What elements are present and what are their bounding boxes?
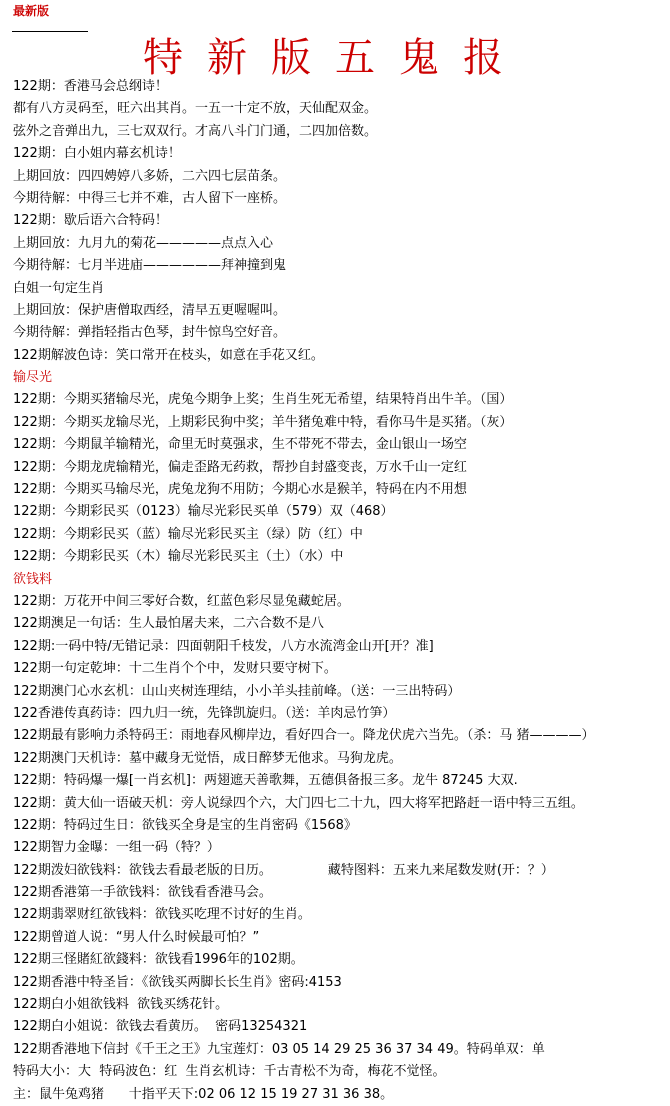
text-line: 今期待解：中得三七并不难，古人留下一座桥。 bbox=[13, 190, 287, 206]
text-line: 弦外之音弹出九，三七双双行。才高八斗门门通，二四加倍数。 bbox=[13, 123, 378, 139]
text-line: 122期：今期龙虎输精光，偏走歪路无药救，帮抄自封盛变丧，万水千山一定红 bbox=[13, 459, 467, 475]
text-line: 122期：香港马会总纲诗！ bbox=[13, 79, 168, 94]
text-line: 特码大小：大 特码波色：红 生肖玄机诗：千古青松不为奇，梅花不觉怪。 bbox=[13, 1064, 446, 1080]
text-line: 122期翡翠财红欲钱料：欲钱买吃理不讨好的生肖。 bbox=[13, 907, 311, 923]
text-line: 122期：今期买猪输尽光，虎兔今期争上奖；生肖生死无希望，结果特肖出牛羊。（国） bbox=[13, 392, 513, 408]
text-line: 122期：今期彩民买（木）输尽光彩民买主（土）（水）中 bbox=[13, 549, 344, 565]
text-line: 白姐一句定生肖 bbox=[13, 280, 105, 296]
text-line: 122期：今期买龙输尽光，上期彩民狗中奖；羊牛猪兔难中特，看你马牛是买猪。（灰） bbox=[13, 414, 513, 430]
text-line: 122期香港中特圣旨：《欲钱买两脚长长生肖》密码:4153 bbox=[13, 974, 342, 990]
text-line: 122期：黄大仙一语破天机：旁人说绿四个六，大门四七二十九，四大将军把路赶一语中特三五组。 bbox=[13, 795, 584, 811]
text-line-right: 藏特图料：五来九来尾数发财(开：？） bbox=[327, 862, 554, 878]
text-line: 122期解波色诗：笑口常开在枝头，如意在手花又红。 bbox=[13, 347, 324, 363]
text-line: 122期：今期彩民买（0123）输尽光彩民买单（579）双（468） bbox=[13, 504, 394, 520]
text-line: 122期：歇后语六合特码！ bbox=[13, 213, 168, 229]
text-line: 122期：今期买马输尽光，虎兔龙狗不用防；今期心水是猴羊，特码在内不用想 bbox=[13, 482, 467, 498]
text-line: 上期回放：保护唐僧取西经，清早五更喔喔叫。 bbox=[13, 302, 287, 318]
text-line: 122香港传真药诗：四九归一统，先锋凯旋归。（送：羊肉忌竹笋） bbox=[13, 705, 396, 721]
text-line: 122期一句定乾坤：十二生肖个个中，发财只要守树下。 bbox=[13, 661, 337, 677]
article-body bbox=[13, 76, 667, 1106]
text-line-left: 122期泼妇欲钱料：欲钱去看最老版的日历。 bbox=[13, 862, 272, 878]
text-line: 122期：特码过生日：欲钱买全身是宝的生肖密码《1568》 bbox=[13, 817, 357, 833]
text-line: 122期曾道人说：“男人什么时候最可怕？” bbox=[13, 929, 260, 945]
text-line: 122期：今期鼠羊输精光，命里无时莫强求，生不带死不带去，金山银山一场空 bbox=[13, 437, 467, 453]
text-line: 122期白小姐欲钱料 欲钱买绣花针。 bbox=[13, 997, 229, 1013]
text-line-split bbox=[13, 860, 667, 882]
text-line: 122期澳足一句话：生人最怕屠夫来，二六合数不是八 bbox=[13, 616, 324, 632]
text-line: 122期智力金曝：一组一码（特？） bbox=[13, 840, 220, 856]
text-line: 122期：万花开中间三零好合数，红蓝色彩尽显兔藏蛇居。 bbox=[13, 593, 350, 609]
text-line: 122期：今期彩民买（蓝）输尽光彩民买主（绿）防（红）中 bbox=[13, 526, 363, 542]
text-line: 122期:一码中特/无错记录：四面朝阳千枝发，八方水流湾金山开[开？准] bbox=[13, 638, 434, 654]
text-line: 122期三怪賭紅欲錢料：欲钱看1996年的102期。 bbox=[13, 952, 304, 968]
text-line: 今期待解：七月半进庙——————拜神撞到鬼 bbox=[13, 258, 287, 274]
text-line: 122期香港地下信封《千王之王》九宝莲灯：03 05 14 29 25 36 37 34 49。特码单双：单 bbox=[13, 1041, 545, 1057]
text-line: 122期白小姐说：欲钱去看黄历。 密码13254321 bbox=[13, 1019, 308, 1035]
text-line: 122期澳门心水玄机：山山夹树连理结，小小羊头挂前峰。（送：一三出特码） bbox=[13, 683, 461, 699]
text-line: 122期：特码爆一爆[一肖玄机]：两翅遮天善歌舞，五德俱备报三多。龙牛 87245 大双. bbox=[13, 773, 518, 789]
text-line: 上期回放：四四娉婷八多娇，二六四七层苗条。 bbox=[13, 168, 287, 184]
page-title: 特新版五鬼报 bbox=[143, 35, 527, 81]
section-heading-money-tips: 欲钱料 bbox=[13, 571, 53, 587]
text-line: 都有八方灵码至，旺六出其肖。一五一十定不放，天仙配双金。 bbox=[13, 101, 378, 117]
text-line: 122期香港第一手欲钱料：欲钱看香港马会。 bbox=[13, 885, 272, 901]
text-line: 主：鼠牛兔鸡猪 十指平天下:02 06 12 15 19 27 31 36 38。 bbox=[13, 1086, 394, 1102]
section-heading-lose-all: 输尽光 bbox=[13, 370, 53, 386]
edition-badge: 最新版 bbox=[13, 4, 50, 18]
text-line: 122期：白小姐内幕玄机诗！ bbox=[13, 146, 181, 162]
text-line: 122期最有影响力杀特码王：雨地春风柳岸边，看好四合一。降龙伏虎六当先。（杀：马 猪————） bbox=[13, 728, 595, 744]
text-line: 122期澳门天机诗：墓中藏身无觉悟，成日醉梦无他求。马狗龙虎。 bbox=[13, 750, 402, 766]
text-line: 今期待解：弹指轻指古色琴，封牛惊鸟空好音。 bbox=[13, 325, 287, 341]
text-line: 上期回放：九月九的菊花—————点点入心 bbox=[13, 235, 274, 251]
